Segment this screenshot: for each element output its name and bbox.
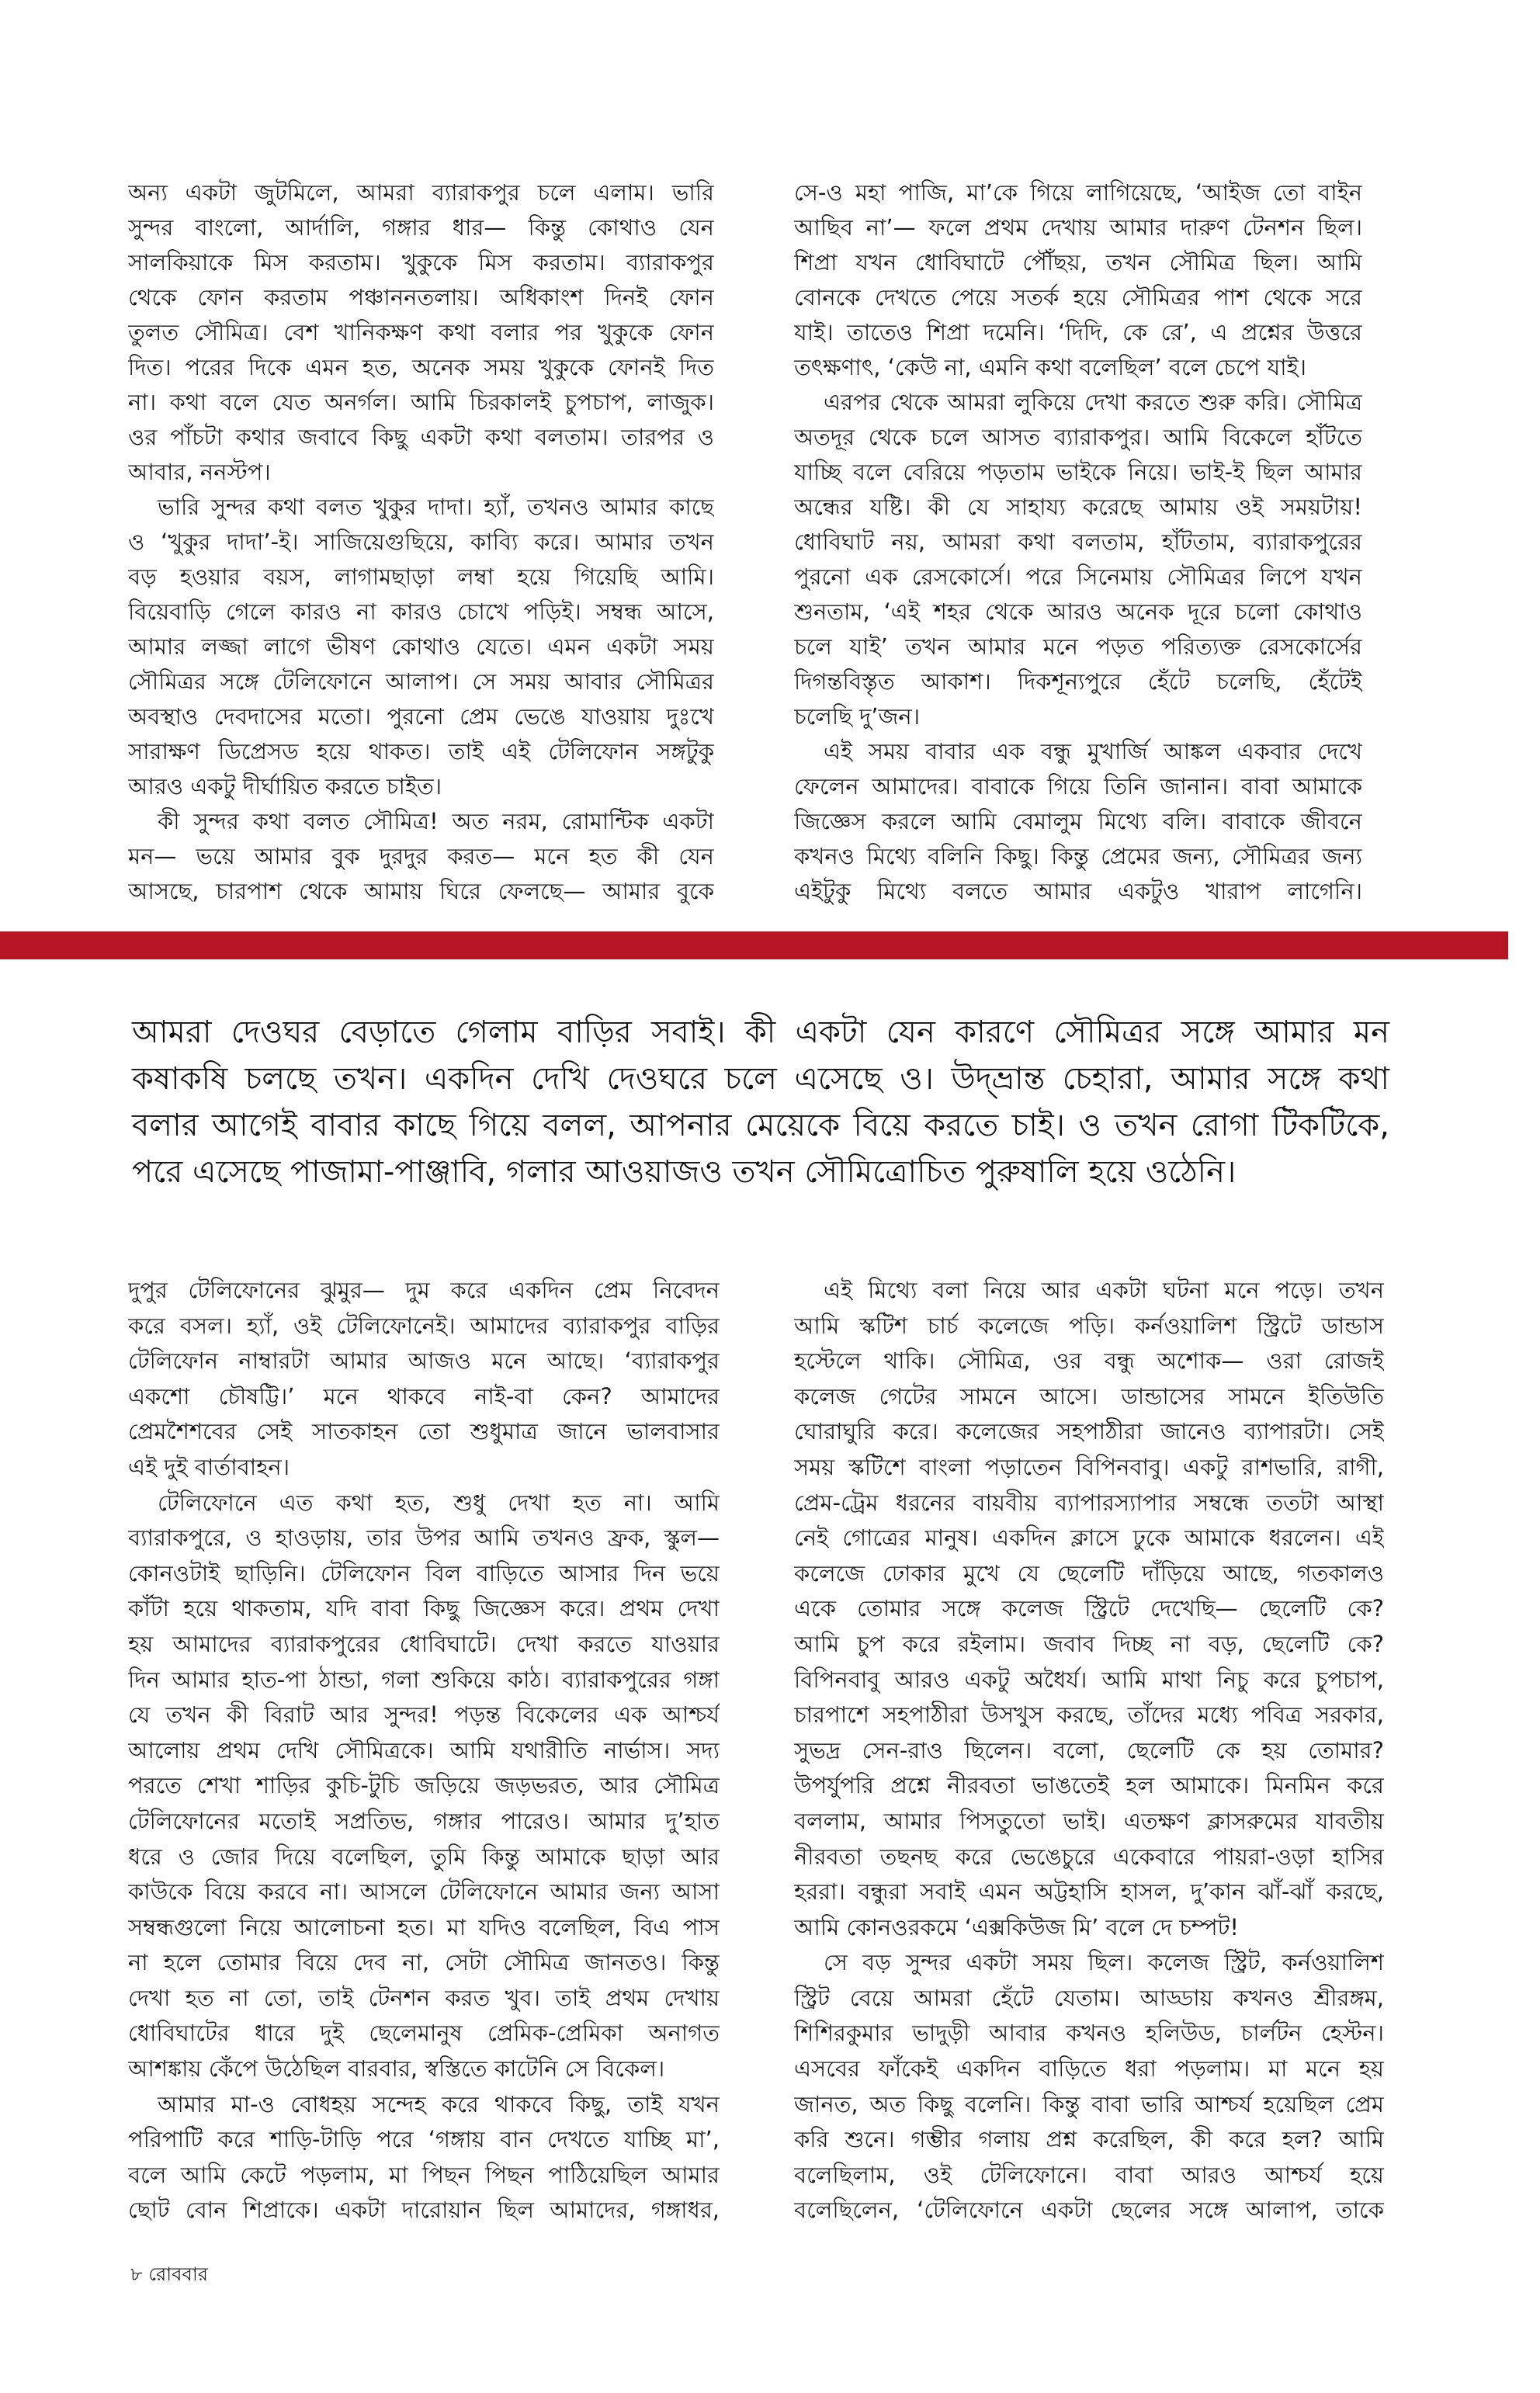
text-line: জিজ্ঞেস করলে আমি বেমালুম মিথ্যে বলি। বাবাকে জীবনে <box>794 808 1362 834</box>
text-line: কলেজে ঢোকার মুখে যে ছেলেটি দাঁড়িয়ে আছে, গতকালও <box>794 1559 1384 1587</box>
text-line: ব্যারাকপুরে, ও হাওড়ায়, তার উপর আমি তখনও ফ্রক, স্কুল— <box>128 1524 720 1552</box>
red-divider-bar <box>0 931 1508 959</box>
text-line: বলেছিলেন, ‘টেলিফোনে একটা ছেলের সঙ্গে আলাপ, তাকে <box>794 2197 1384 2224</box>
text-line: দিগন্তবিস্তৃত আকাশ। দিকশূন্যপুরে হেঁটে চলেছি, হেঁটেই <box>794 668 1362 695</box>
text-line: সে-ও মহা পাজি, মা’কে গিয়ে লাগিয়েছে, ‘আইজ তো বাইন <box>794 179 1362 206</box>
top-right-column <box>794 175 1362 909</box>
text-line: ওর পাঁচটা কথার জবাবে কিছু একটা কথা বলতাম। তারপর ও <box>128 424 714 450</box>
text-line: তৎক্ষণাৎ, ‘কেউ না, এমনি কথা বলেছিল’ বলে চেপে যাই। <box>794 354 1307 380</box>
text-line: ছোট বোন শিপ্রাকে। একটা দারোয়ান ছিল আমাদের, গঙ্গাধর, <box>128 2197 720 2224</box>
pull-quote <box>132 1009 1389 1195</box>
text-line: ও ‘খুকুর দাদা’-ই। সাজিয়েগুছিয়ে, কাব্যি করে। আমার তখন <box>128 529 714 555</box>
text-line: কোনওটাই ছাড়িনি। টেলিফোন বিল বাড়িতে আসার দিন ভয়ে <box>128 1559 720 1587</box>
text-line: আসছে, চারপাশ থেকে আমায় ঘিরে ফেলছে— আমার বুকে <box>128 878 714 904</box>
text-line: শিপ্রা যখন ধোবিঘাটে পৌঁছয়, তখন সৌমিত্র ছিল। আমি <box>794 249 1362 276</box>
text-line: কাঁটা হয়ে থাকতাম, যদি বাবা কিছু জিজ্ঞেস করে। প্রথম দেখা <box>128 1595 720 1622</box>
text-line: বিপিনবাবু আরও একটু অধৈর্য। আমি মাথা নিচু করে চুপচাপ, <box>794 1666 1384 1693</box>
text-line: যাই। তাতেও শিপ্রা দমেনি। ‘দিদি, কে রে’, এ প্রশ্নের উত্তরে <box>794 319 1362 345</box>
text-line: বলেছিলাম, ওই টেলিফোনে। বাবা আরও আশ্চর্য হয়ে <box>794 2161 1384 2188</box>
pull-quote-line: বলার আগেই বাবার কাছে গিয়ে বলল, আপনার মেয়েকে বিয়ে করতে চাই। ও তখন রোগা টিকটিকে, <box>132 1108 1389 1143</box>
text-line: ধরে ও জোর দিয়ে বলেছিল, তুমি কিন্তু আমাকে ছাড়া আর <box>128 1843 720 1870</box>
text-line: বোনকে দেখতে পেয়ে সতর্ক হয়ে সৌমিত্রর পাশ থেকে সরে <box>794 284 1362 310</box>
text-line: ঘোরাঘুরি করে। কলেজের সহপাঠীরা জানেও ব্যাপারটা। সেই <box>794 1418 1384 1445</box>
text-line: এই মিথ্যে বলা নিয়ে আর একটা ঘটনা মনে পড়ে। তখন <box>824 1277 1384 1303</box>
text-line: নীরবতা তছনছ করে ভেঙেচুরে একেবারে পায়রা-ওড়া হাসির <box>794 1843 1384 1870</box>
text-line: যাচ্ছি বলে বেরিয়ে পড়তাম ভাইকে নিয়ে। ভাই-ই ছিল আমার <box>794 459 1362 485</box>
text-line: প্রেম-ট্রেম ধরনের বায়বীয় ব্যাপারস্যাপার সম্বন্ধে ততটা আস্থা <box>794 1489 1384 1516</box>
text-line: উপর্যুপরি প্রশ্নে নীরবতা ভাঙতেই হল আমাকে। মিনমিন করে <box>794 1772 1384 1799</box>
text-line: ধোবিঘাট নয়, আমরা কথা বলতাম, হাঁটতাম, ব্যারাকপুরের <box>794 529 1362 555</box>
text-line: আশঙ্কায় কেঁপে উঠেছিল বারবার, স্বস্তিতে কাটেনি সে বিকেল। <box>128 2055 665 2083</box>
text-line: সারাক্ষণ ডিপ্রেসড হয়ে থাকত। তাই এই টেলিফোন সঙ্গটুকু <box>128 738 714 765</box>
text-line: টেলিফোনের মতোই সপ্রতিভ, গঙ্গার পারেও। আমার দু’হাত <box>128 1807 720 1834</box>
text-line: না হলে তোমার বিয়ে দেব না, সেটা সৌমিত্র জানতও। কিন্তু <box>128 1949 720 1976</box>
text-line: বড় হওয়ার বয়স, লাগামছাড়া লম্বা হয়ে গিয়েছি আমি। <box>128 564 714 590</box>
text-line: তুলত সৌমিত্র। বেশ খানিকক্ষণ কথা বলার পর খুকুকে ফোন <box>128 319 714 345</box>
text-line: আমি কোনওরকমে ‘এক্সকিউজ মি’ বলে দে চম্পট! <box>794 1913 1240 1940</box>
text-line: আলোয় প্রথম দেখি সৌমিত্রকে। আমি যথারীতি নার্ভাস। সদ্য <box>128 1736 720 1764</box>
text-line: করে বসল। হ্যাঁ, ওই টেলিফোনেই। আমাদের ব্যারাকপুর বাড়ির <box>128 1312 720 1339</box>
top-left-column <box>128 175 714 909</box>
text-line: কী সুন্দর কথা বলত সৌমিত্র! অত নরম, রোমান্টিক একটা <box>158 808 714 834</box>
text-line: একশো চৌষট্টি।’ মনে থাকবে নাই-বা কেন? আমাদের <box>128 1382 720 1410</box>
text-line: হস্টেলে থাকি। সৌমিত্র, ওর বন্ধু অশোক— ওরা রোজই <box>794 1347 1384 1375</box>
text-line: মন— ভয়ে আমার বুক দুরদুর করত— মনে হত কী যেন <box>128 843 714 869</box>
text-line: কলেজ গেটের সামনে আসে। ডান্ডাসের সামনে ইতিউতি <box>794 1382 1384 1410</box>
text-line: প্রেমশৈশবের সেই সাতকাহন তো শুধুমাত্র জানে ভালবাসার <box>128 1418 720 1445</box>
pull-quote-line: পরে এসেছে পাজামা-পাঞ্জাবি, গলার আওয়াজও তখন সৌমিত্রোচিত পুরুষালি হয়ে ওঠেনি। <box>132 1154 1237 1190</box>
bottom-left-column <box>128 1273 720 2228</box>
text-line: শিশিরকুমার ভাদুড়ী আবার কখনও হলিউড, চার্লটন হেস্টন। <box>794 2020 1384 2047</box>
bottom-right-column <box>794 1273 1384 2228</box>
text-line: টেলিফোন নাম্বারটা আমার আজও মনে আছে। ‘ব্যারাকপুর <box>128 1347 720 1375</box>
text-line: না। কথা বলে যেত অনর্গল। আমি চিরকালই চুপচাপ, লাজুক। <box>128 389 714 415</box>
text-line: পুরনো এক রেসকোর্সে। পরে সিনেমায় সৌমিত্রর লিপে যখন <box>794 564 1362 590</box>
text-line: দুপুর টেলিফোনের ঝুমুর— দুম করে একদিন প্রেম নিবেদন <box>128 1277 720 1303</box>
text-line: সুভদ্র সেন-রাও ছিলেন। বলো, ছেলেটি কে হয় তোমার? <box>794 1736 1384 1764</box>
text-line: বলে আমি কেটে পড়লাম, মা পিছন পিছন পাঠিয়েছিল আমার <box>128 2161 720 2188</box>
text-line: করি শুনে। গম্ভীর গলায় প্রশ্ন করেছিল, কী করে হল? আমি <box>794 2126 1384 2153</box>
publication-name: রোববার <box>148 2263 208 2285</box>
text-line: আবার, ননস্টপ। <box>128 459 271 485</box>
text-line: দেখা হত না তো, তাই টেনশন করত খুব। তাই প্রথম দেখায় <box>128 1984 720 2011</box>
text-line: চলেছি দু’জন। <box>794 703 921 730</box>
text-line: সালকিয়াকে মিস করতাম। খুকুকে মিস করতাম। ব্যারাকপুর <box>128 249 714 276</box>
text-line: ভারি সুন্দর কথা বলত খুকুর দাদা। হ্যাঁ, তখনও আমার কাছে <box>158 494 714 520</box>
text-line: বললাম, আমার পিসতুতো ভাই। এতক্ষণ ক্লাসরুমের যাবতীয় <box>794 1807 1384 1834</box>
text-line: স্ট্রিট বেয়ে আমরা হেঁটে যেতাম। আড্ডায় কখনও শ্রীরঙ্গম, <box>794 1984 1384 2011</box>
text-line: হররা। বন্ধুরা সবাই এমন অট্টহাসি হাসল, দু’কান ঝাঁ-ঝাঁ করছে, <box>794 1878 1384 1906</box>
text-line: চলে যাই’ তখন আমার মনে পড়ত পরিত্যক্ত রেসকোর্সের <box>794 633 1362 660</box>
text-line: ফেলেন আমাদের। বাবাকে গিয়ে তিনি জানান। বাবা আমাকে <box>794 773 1362 799</box>
text-line: পরিপাটি করে শাড়ি-টাড়ি পরে ‘গঙ্গায় বান দেখতে যাচ্ছি মা’, <box>128 2126 720 2153</box>
text-line: শুনতাম, ‘এই শহর থেকে আরও অনেক দূরে চলো কোথাও <box>794 598 1362 625</box>
text-line: ধোবিঘাটের ধারে দুই ছেলেমানুষ প্রেমিক-প্রেমিকা অনাগত <box>128 2020 720 2047</box>
pull-quote-line: আমরা দেওঘর বেড়াতে গেলাম বাড়ির সবাই। কী একটা যেন কারণে সৌমিত্রর সঙ্গে আমার মন <box>132 1014 1389 1050</box>
text-line: আরও একটু দীর্ঘায়িত করতে চাইত। <box>128 773 442 799</box>
text-line: অন্ধের যষ্টি। কী যে সাহায্য করেছে আমায় ওই সময়টায়! <box>794 494 1362 520</box>
text-line: যে তখন কী বিরাট আর সুন্দর! পড়ন্ত বিকেলের এক আশ্চর্য <box>128 1701 720 1729</box>
text-line: অবস্থাও দেবদাসের মতো। পুরনো প্রেম ভেঙে যাওয়ায় দুঃখে <box>128 703 714 730</box>
page-number: ৮ <box>130 2263 143 2285</box>
text-line: দিত। পরের দিকে এমন হত, অনেক সময় খুকুকে ফোনই দিত <box>128 354 714 380</box>
text-line: বিয়েবাড়ি গেলে কারও না কারও চোখে পড়িই। সম্বন্ধ আসে, <box>128 598 714 625</box>
text-line: এই দুই বার্তাবাহন। <box>128 1453 290 1480</box>
text-line: সে বড় সুন্দর একটা সময় ছিল। কলেজ স্ট্রিট, কর্নওয়ালিশ <box>824 1949 1384 1976</box>
text-line: সম্বন্ধগুলো নিয়ে আলোচনা হত। মা যদিও বলেছিল, বিএ পাস <box>128 1913 720 1940</box>
text-line: পরতে শেখা শাড়ির কুচি-টুচি জড়িয়ে জড়ভরত, আর সৌমিত্র <box>128 1772 720 1799</box>
text-line: এইটুকু মিথ্যে বলতে আমার একটুও খারাপ লাগেনি। <box>794 878 1362 904</box>
text-line: অন্য একটা জুটমিলে, আমরা ব্যারাকপুর চলে এলাম। ভারি <box>128 179 714 206</box>
text-line: আমি স্কটিশ চার্চ কলেজে পড়ি। কর্নওয়ালিশ স্ট্রিটে ডান্ডাস <box>794 1312 1384 1339</box>
text-line: এরপর থেকে আমরা লুকিয়ে দেখা করতে শুরু করি। সৌমিত্র <box>824 389 1362 415</box>
text-line: টেলিফোনে এত কথা হত, শুধু দেখা হত না। আমি <box>158 1489 720 1516</box>
text-line: আমার লজ্জা লাগে ভীষণ কোথাও যেতে। এমন একটা সময় <box>128 633 714 660</box>
text-line: জানত, অত কিছু বলেনি। কিন্তু বাবা ভারি আশ্চর্য হয়েছিল প্রেম <box>794 2090 1384 2117</box>
text-line: এই সময় বাবার এক বন্ধু মুখার্জি আঙ্কল একবার দেখে <box>824 738 1362 765</box>
text-line: নেই গোত্রের মানুষ। একদিন ক্লাসে ঢুকে আমাকে ধরলেন। এই <box>794 1524 1384 1552</box>
text-line: দিন আমার হাত-পা ঠান্ডা, গলা শুকিয়ে কাঠ। ব্যারাকপুরের গঙ্গা <box>128 1666 720 1693</box>
text-line: আমি চুপ করে রইলাম। জবাব দিচ্ছ না বড়, ছেলেটি কে? <box>794 1630 1384 1657</box>
pull-quote-line: কষাকষি চলছে তখন। একদিন দেখি দেওঘরে চলে এসেছে ও। উদ্‌ভ্রান্ত চেহারা, আমার সঙ্গে কথা <box>132 1061 1389 1097</box>
text-line: আমার মা-ও বোধহয় সন্দেহ করে থাকবে কিছু, তাই যখন <box>158 2090 720 2117</box>
text-line: সময় স্কটিশে বাংলা পড়াতেন বিপিনবাবু। একটু রাশভারি, রাগী, <box>794 1453 1384 1480</box>
text-line: একে তোমার সঙ্গে কলেজ স্ট্রিটে দেখেছি— ছেলেটি কে? <box>794 1595 1384 1622</box>
text-line: কাউকে বিয়ে করবে না। আসলে টেলিফোনে আমার জন্য আসা <box>128 1878 720 1906</box>
text-line: হয় আমাদের ব্যারাকপুরের ধোবিঘাটে। দেখা করতে যাওয়ার <box>128 1630 720 1657</box>
text-line: কখনও মিথ্যে বলিনি কিছু। কিন্তু প্রেমের জন্য, সৌমিত্রর জন্য <box>794 843 1362 869</box>
text-line: সৌমিত্রর সঙ্গে টেলিফোনে আলাপ। সে সময় আবার সৌমিত্রর <box>128 668 714 695</box>
text-line: সুন্দর বাংলো, আর্দালি, গঙ্গার ধার— কিন্তু কোথাও যেন <box>128 214 714 241</box>
page-footer <box>130 2260 208 2291</box>
text-line: আছিব না’— ফলে প্রথম দেখায় আমার দারুণ টেনশন ছিল। <box>794 214 1362 241</box>
text-line: অতদূর থেকে চলে আসত ব্যারাকপুর। আমি বিকেলে হাঁটতে <box>794 424 1362 450</box>
text-line: চারপাশে সহপাঠীরা উসখুস করছে, তাঁদের মধ্যে পবিত্র সরকার, <box>794 1701 1384 1729</box>
text-line: থেকে ফোন করতাম পঞ্চাননতলায়। অধিকাংশ দিনই ফোন <box>128 284 714 310</box>
text-line: এসবের ফাঁকেই একদিন বাড়িতে ধরা পড়লাম। মা মনে হয় <box>794 2055 1384 2083</box>
